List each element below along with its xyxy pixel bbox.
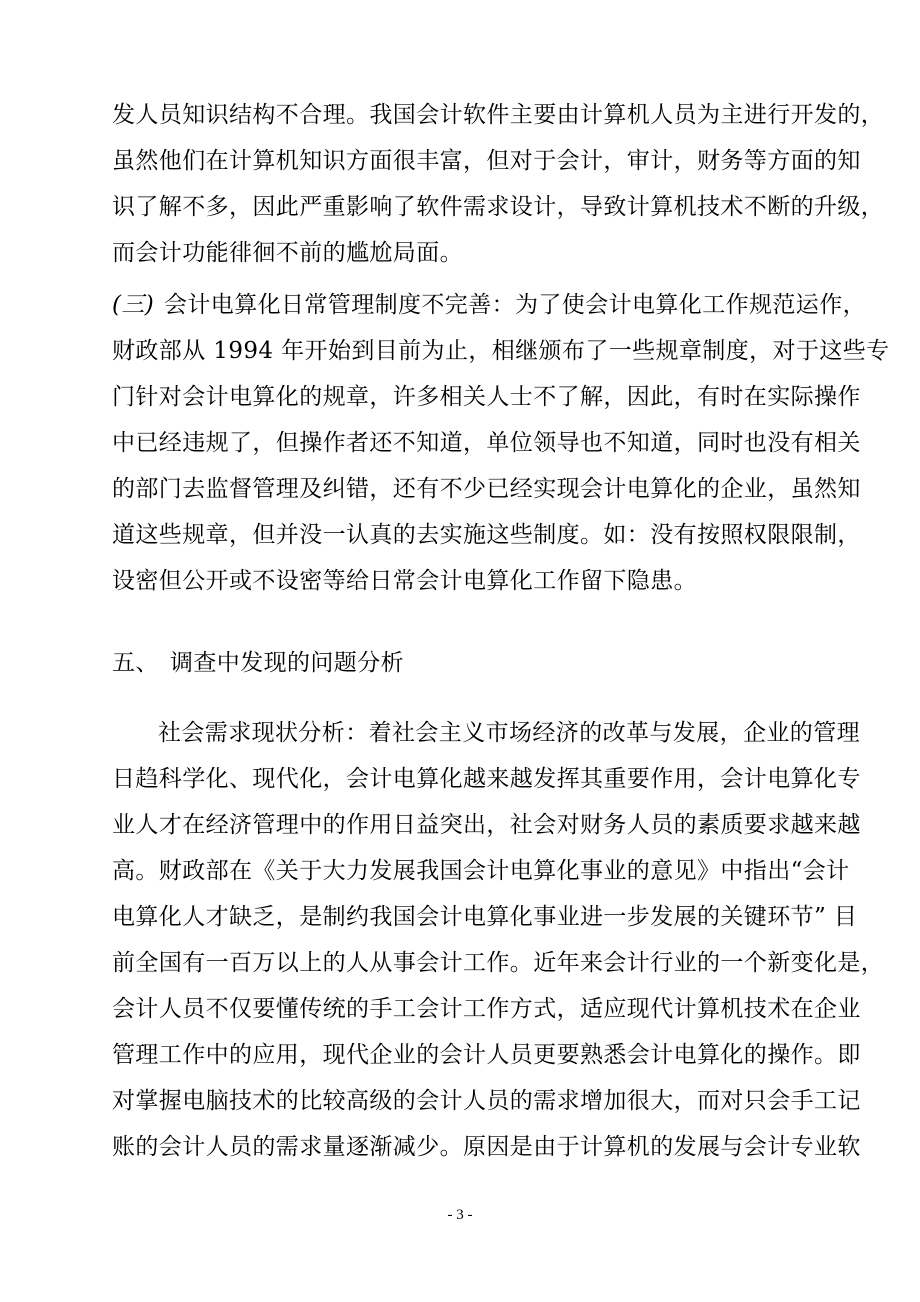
list-marker: (三) bbox=[112, 292, 155, 318]
paragraph-line: 财政部从 1994 年开始到目前为止，相继颁布了一些规章制度，对于这些专 bbox=[112, 338, 890, 364]
paragraph-line: 的部门去监督管理及纠错，还有不少已经实现会计电算化的企业，虽然知 bbox=[112, 476, 861, 502]
paragraph-line: 会计人员不仅要懂传统的手工会计工作方式，适应现代计算机技术在企业 bbox=[112, 996, 861, 1022]
paragraph-line: 前全国有一百万以上的人从事会计工作。近年来会计行业的一个新变化是， bbox=[112, 950, 885, 976]
page-number: - 3 - bbox=[447, 1207, 473, 1223]
paragraph-line: 发人员知识结构不合理。我国会计软件主要由计算机人员为主进行开发的， bbox=[112, 102, 885, 128]
paragraph-line: 管理工作中的应用，现代企业的会计人员更要熟悉会计电算化的操作。即 bbox=[112, 1042, 861, 1068]
paragraph-line: 日趋科学化、现代化，会计电算化越来越发挥其重要作用，会计电算化专 bbox=[112, 766, 861, 792]
paragraph-line: 道这些规章，但并没一认真的去实施这些制度。如：没有按照权限限制， bbox=[112, 522, 861, 548]
paragraph-line: 电算化人才缺乏，是制约我国会计电算化事业进一步发展的关键环节” 目 bbox=[112, 904, 858, 930]
paragraph-line: 高。财政部在《关于大力发展我国会计电算化事业的意见》中指出“会计 bbox=[112, 858, 850, 884]
paragraph-first-line bbox=[112, 290, 866, 320]
paragraph-line: 中已经违规了，但操作者还不知道，单位领导也不知道，同时也没有相关 bbox=[112, 430, 861, 456]
paragraph-line: 识了解不多，因此严重影响了软件需求设计，导致计算机技术不断的升级， bbox=[112, 194, 885, 220]
paragraph-line: 而会计功能徘徊不前的尴尬局面。 bbox=[112, 240, 463, 266]
section-title: 调查中发现的问题分析 bbox=[170, 650, 404, 676]
paragraph-line: 虽然他们在计算机知识方面很丰富，但对于会计，审计，财务等方面的知 bbox=[112, 148, 861, 174]
section-number: 五、 bbox=[112, 650, 159, 676]
paragraph-line: 门针对会计电算化的规章，许多相关人士不了解，因此，有时在实际操作 bbox=[112, 384, 861, 410]
paragraph-line: 对掌握电脑技术的比较高级的会计人员的需求增加很大，而对只会手工记 bbox=[112, 1088, 861, 1114]
paragraph-line: 设密但公开或不设密等给日常会计电算化工作留下隐患。 bbox=[112, 568, 697, 594]
paragraph-line: 会计电算化日常管理制度不完善：为了使会计电算化工作规范运作， bbox=[164, 292, 866, 318]
paragraph-line: 业人才在经济管理中的作用日益突出，社会对财务人员的素质要求越来越 bbox=[112, 812, 861, 838]
paragraph-first-line: 社会需求现状分析：着社会主义市场经济的改革与发展，企业的管理 bbox=[158, 720, 860, 746]
paragraph-line: 账的会计人员的需求量逐渐减少。原因是由于计算机的发展与会计专业软 bbox=[112, 1134, 861, 1160]
section-heading bbox=[112, 648, 404, 678]
